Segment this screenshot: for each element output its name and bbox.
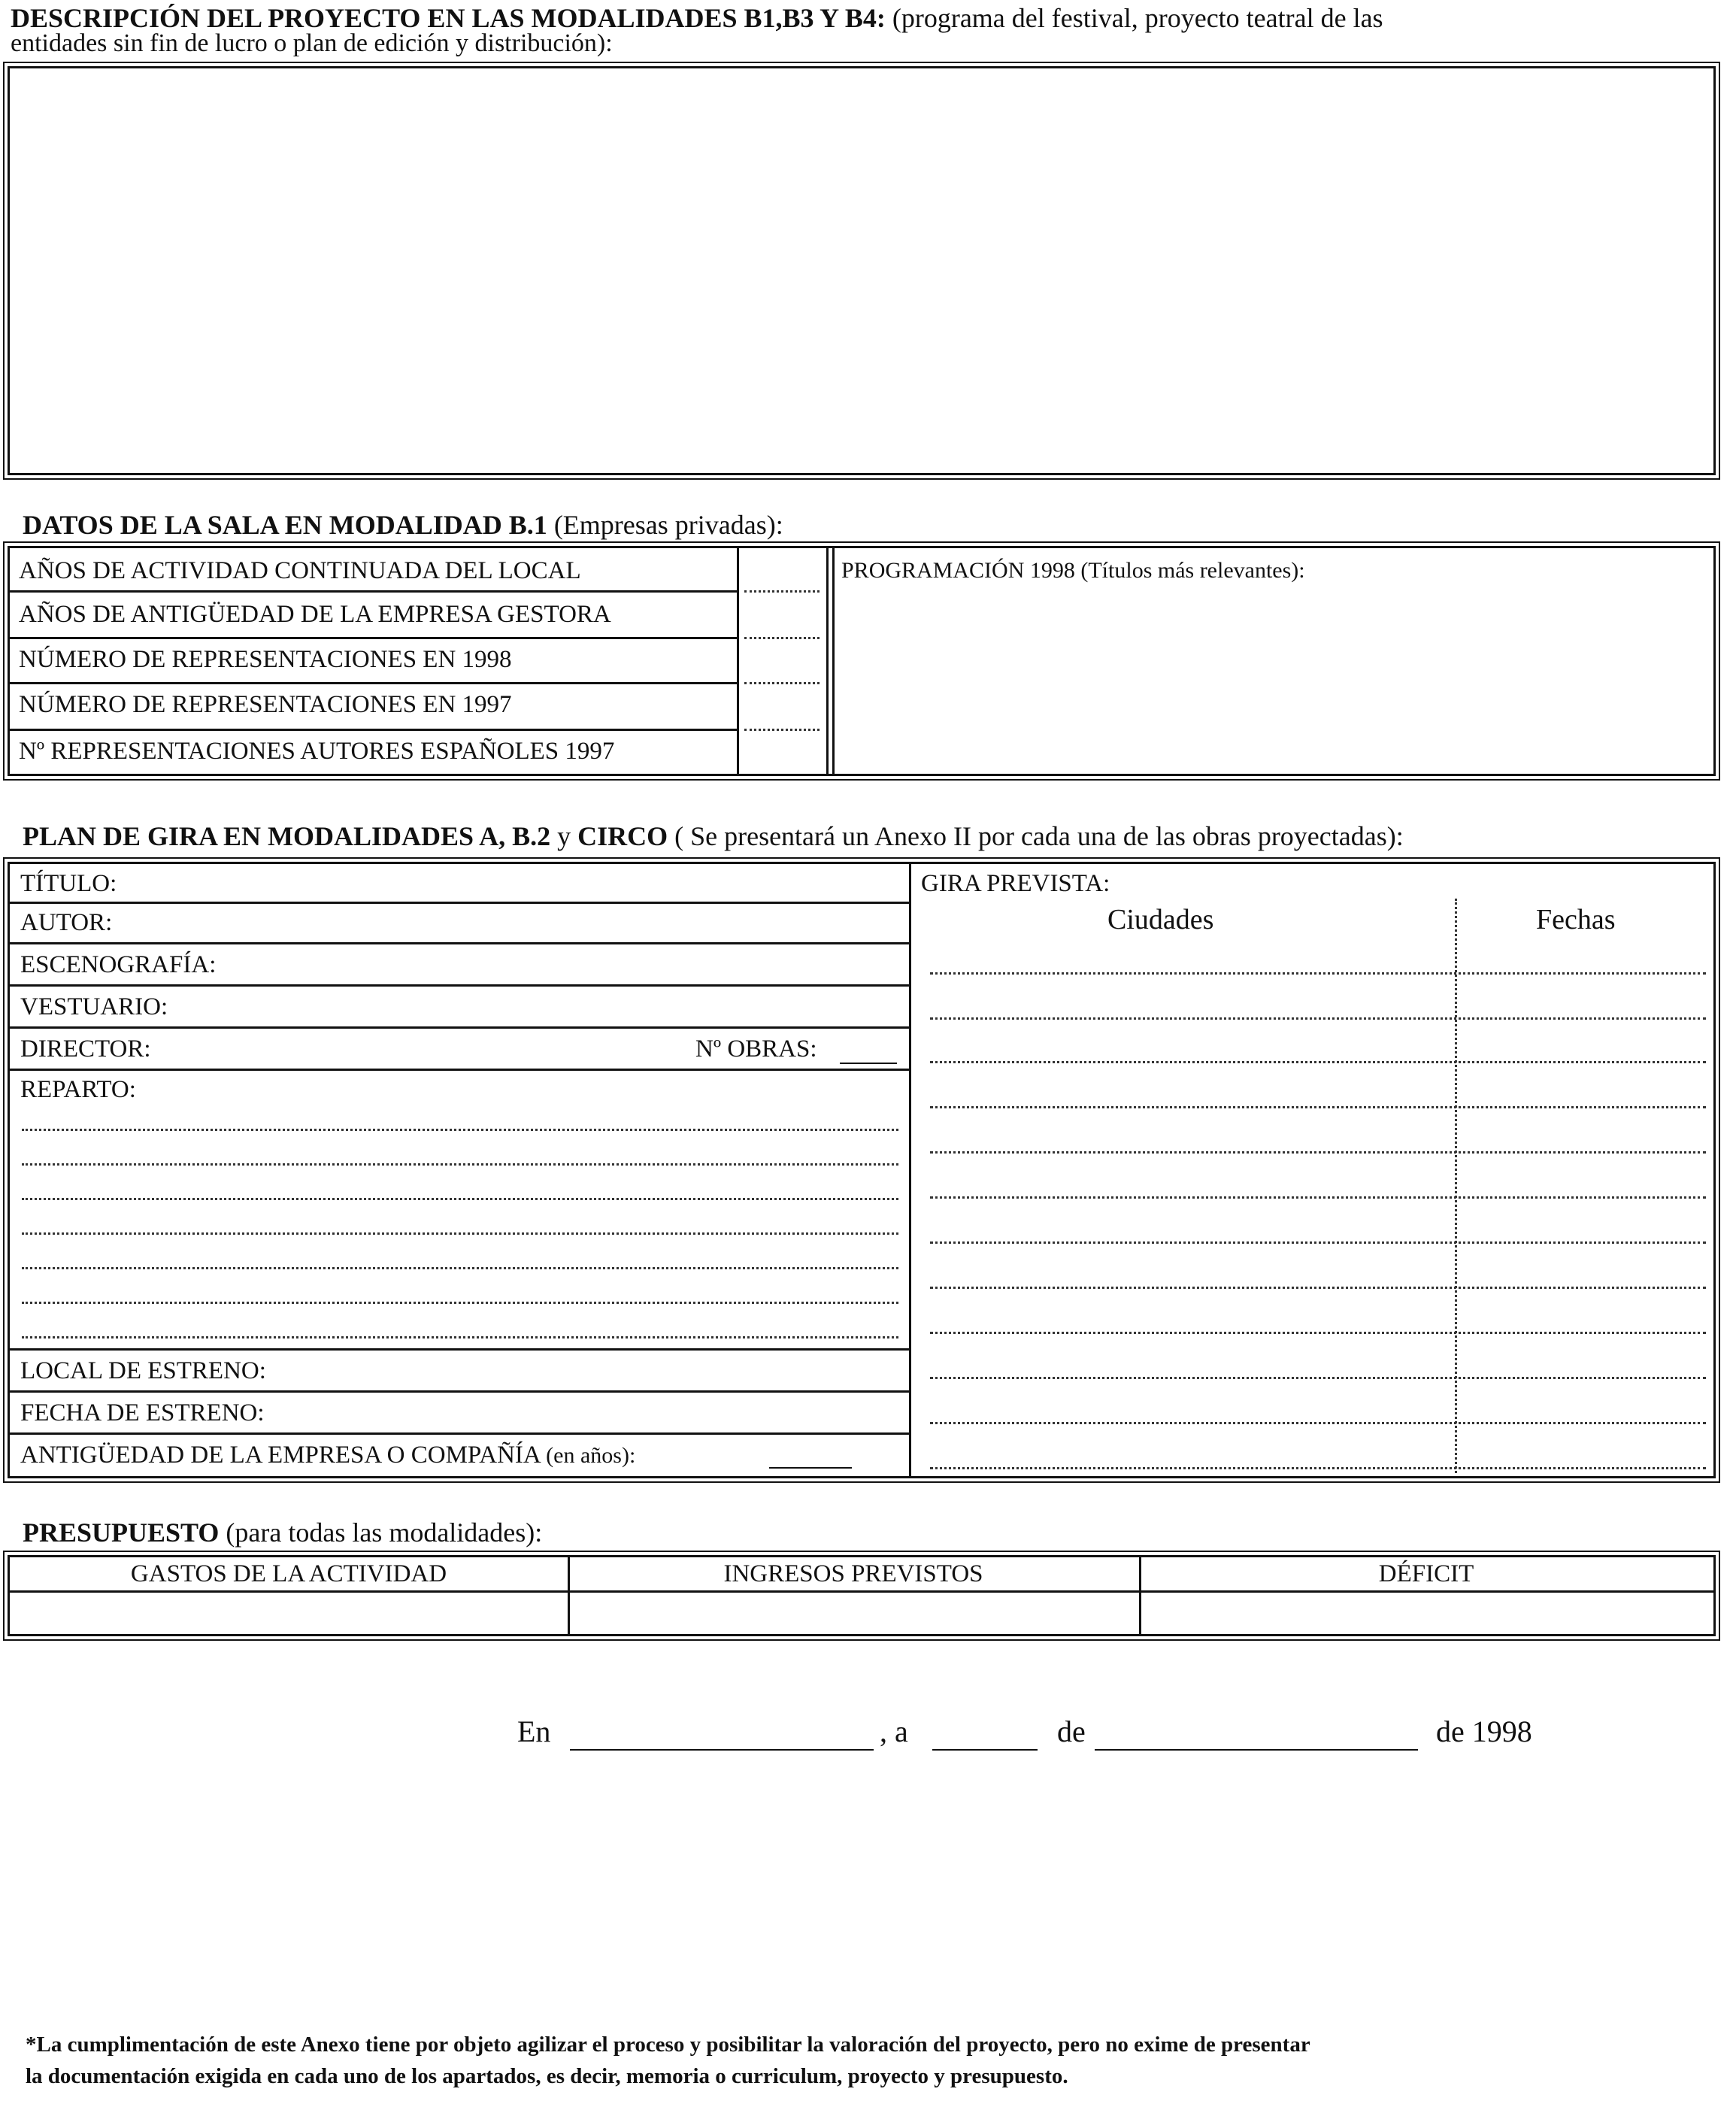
reparto-textarea[interactable] [19, 1102, 903, 1345]
sala-value-line-3 [744, 682, 820, 684]
sala-value-input[interactable] [741, 641, 823, 679]
sala-title-bold: DATOS DE LA SALA EN MODALIDAD B.1 [23, 510, 547, 540]
city-input[interactable] [570, 1711, 874, 1749]
sala-value-input[interactable] [741, 595, 823, 634]
gira-rule [10, 984, 909, 987]
gira-title-y: y [550, 821, 578, 851]
sala-row-label: AÑOS DE ANTIGÜEDAD DE LA EMPRESA GESTORA [19, 601, 611, 628]
day-line [932, 1749, 1038, 1751]
date-en-label: En [517, 1714, 551, 1748]
fechas-header: Fechas [1536, 904, 1616, 935]
ingresos-header: INGRESOS PREVISTOS [723, 1560, 983, 1587]
titulo-input[interactable] [123, 867, 904, 900]
director-input[interactable] [183, 1031, 679, 1066]
gira-rule [10, 1348, 909, 1351]
sala-value-input[interactable] [741, 550, 823, 587]
fecha-estreno-input[interactable] [311, 1395, 904, 1429]
gira-prevista-label: GIRA PREVISTA: [921, 870, 1110, 897]
description-title-bold: DESCRIPCIÓN DEL PROYECTO EN LAS MODALIDADES B1,B3 Y B4: [11, 3, 886, 33]
fechas-input[interactable] [1461, 939, 1709, 1470]
antiguedad-label [20, 1440, 635, 1471]
programacion-label: PROGRAMACIÓN 1998 (Títulos más relevantes): [841, 558, 1305, 583]
gastos-header: GASTOS DE LA ACTIVIDAD [130, 1560, 447, 1587]
autor-input[interactable] [123, 906, 904, 939]
date-a-label: , a [880, 1714, 908, 1748]
presupuesto-header-rule [10, 1590, 1713, 1593]
programacion-textarea[interactable] [837, 590, 1709, 769]
sala-divider-3 [832, 548, 835, 774]
month-line [1095, 1749, 1418, 1751]
reparto-label: REPARTO: [20, 1076, 136, 1103]
date-de-label: de [1057, 1714, 1086, 1748]
gira-rule [10, 1069, 909, 1071]
gira-rule [10, 1432, 909, 1435]
sala-rule-4 [10, 729, 737, 731]
sala-value-input[interactable] [741, 733, 823, 771]
sala-row-label: NÚMERO DE REPRESENTACIONES EN 1997 [19, 691, 512, 718]
director-label: DIRECTOR: [20, 1035, 151, 1063]
autor-label: AUTOR: [20, 909, 113, 936]
sala-row-label: AÑOS DE ACTIVIDAD CONTINUADA DEL LOCAL [19, 557, 581, 584]
gira-rule [10, 1390, 909, 1393]
city-line [570, 1749, 874, 1751]
gira-rule [10, 942, 909, 944]
sala-table [8, 546, 1716, 776]
sala-rule-2 [10, 637, 737, 639]
gastos-input[interactable] [13, 1595, 565, 1633]
sala-title-rest: (Empresas privadas): [547, 510, 783, 540]
sala-rule-3 [10, 682, 737, 684]
deficit-input[interactable] [1144, 1595, 1710, 1633]
gira-split [909, 864, 911, 1476]
n-obras-input[interactable] [840, 1031, 898, 1064]
sala-row-label: NÚMERO DE REPRESENTACIONES EN 1998 [19, 646, 512, 673]
presupuesto-title-bold: PRESUPUESTO [23, 1517, 220, 1548]
escenografia-label: ESCENOGRAFÍA: [20, 951, 217, 978]
n-obras-label: Nº OBRAS: [695, 1035, 817, 1063]
sala-value-line-1 [744, 590, 820, 593]
sala-value-input[interactable] [741, 687, 823, 726]
antiguedad-text: ANTIGÜEDAD DE LA EMPRESA O COMPAÑÍA [20, 1442, 540, 1469]
sala-rule-1 [10, 590, 737, 593]
description-title-rest: (programa del festival, proyecto teatral de las [885, 3, 1383, 33]
gira-rule [10, 902, 909, 904]
escenografia-input[interactable] [258, 947, 904, 981]
presupuesto-table [8, 1555, 1716, 1636]
footnote-line-1: *La cumplimentación de este Anexo tiene por objeto agilizar el proceso y posibilitar la valoración del proyecto, pero no exime de presentar [26, 2033, 1310, 2057]
local-estreno-input[interactable] [311, 1353, 904, 1387]
sala-value-line-2 [744, 637, 820, 639]
gira-title-bold2: CIRCO [577, 821, 668, 851]
day-input[interactable] [932, 1711, 1038, 1749]
fecha-estreno-label: FECHA DE ESTRENO: [20, 1399, 265, 1426]
gira-column-divider [1455, 899, 1457, 1473]
footnote-line-2: la documentación exigida en cada uno de los apartados, es decir, memoria o curriculum, proyecto y presupuesto. [26, 2064, 1068, 2088]
gira-table [8, 862, 1716, 1478]
titulo-label: TÍTULO: [20, 870, 117, 897]
description-textarea[interactable] [8, 66, 1716, 475]
description-subtitle: entidades sin fin de lucro o plan de edición y distribución): [11, 29, 613, 57]
presupuesto-title [23, 1517, 542, 1548]
sala-divider-1 [737, 548, 739, 774]
local-estreno-label: LOCAL DE ESTRENO: [20, 1357, 266, 1384]
antiguedad-input[interactable] [769, 1437, 853, 1470]
antiguedad-unit: (en años): [546, 1443, 636, 1468]
gira-title [23, 821, 1404, 851]
vestuario-input[interactable] [198, 989, 904, 1023]
month-input[interactable] [1095, 1711, 1418, 1749]
sala-divider-2 [826, 548, 829, 774]
sala-value-line-4 [744, 729, 820, 731]
deficit-header: DÉFICIT [1378, 1560, 1474, 1587]
ingresos-input[interactable] [572, 1595, 1136, 1633]
vestuario-label: VESTUARIO: [20, 993, 168, 1020]
date-year-label: de 1998 [1436, 1714, 1532, 1748]
gira-rule [10, 1026, 909, 1029]
ciudades-header: Ciudades [1107, 904, 1214, 935]
sala-row-label: Nº REPRESENTACIONES AUTORES ESPAÑOLES 1997 [19, 738, 615, 765]
gira-title-rest: ( Se presentará un Anexo II por cada una de las obras proyectadas): [668, 821, 1404, 851]
presupuesto-title-rest: (para todas las modalidades): [219, 1517, 543, 1548]
ciudades-input[interactable] [915, 939, 1452, 1470]
sala-title [23, 510, 783, 540]
gira-title-bold: PLAN DE GIRA EN MODALIDADES A, B.2 [23, 821, 551, 851]
